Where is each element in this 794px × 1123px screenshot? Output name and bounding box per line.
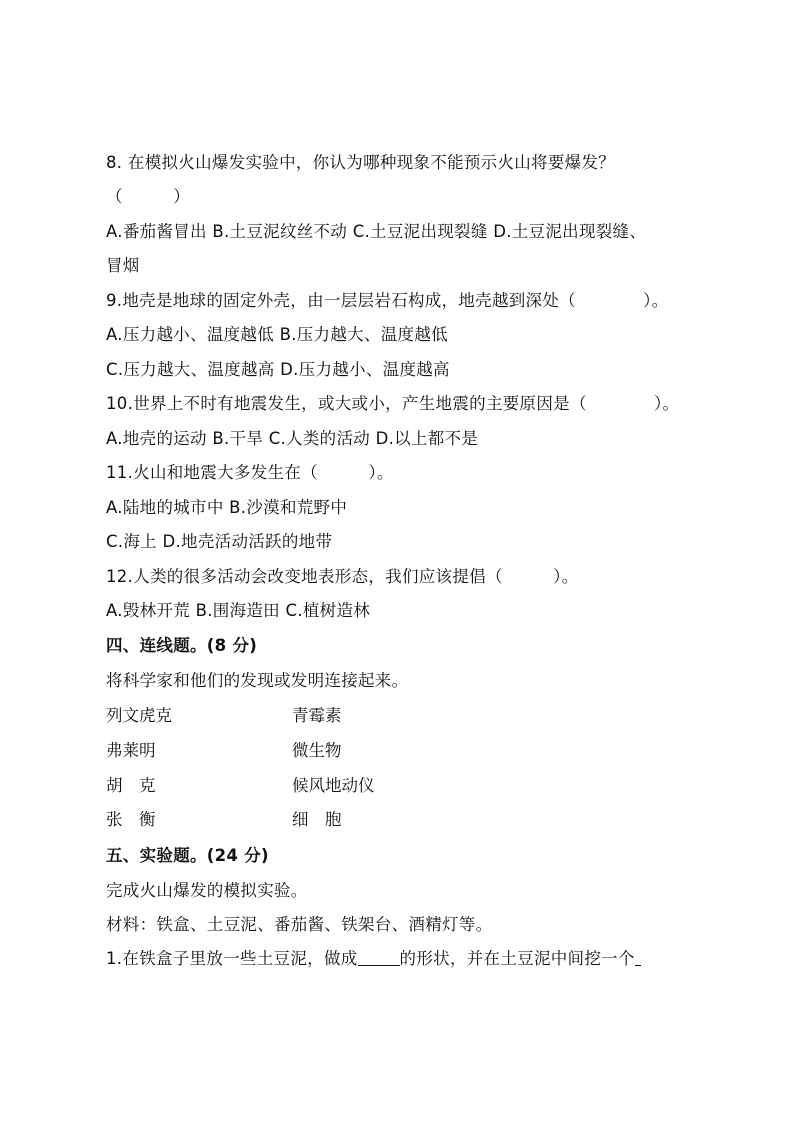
q12-stem: 12.人类的很多活动会改变地表形态，我们应该提倡（ ）。 [106,567,579,586]
match-left-item: 胡 克 [106,776,156,795]
match-right-item: 候风地动仪 [292,776,375,795]
match-left-item: 弗莱明 [106,741,156,760]
q8-stem: 8. 在模拟火山爆发实验中，你认为哪种现象不能预示火山将要爆发？ [106,153,616,172]
q9-options-line1: A.压力越小、温度越低 B.压力越大、温度越低 [106,325,448,344]
step1-text-part1: 1.在铁盒子里放一些土豆泥，做成 [106,949,358,968]
fill-blank[interactable] [635,949,641,966]
section5-materials: 材料：铁盒、土豆泥、番茄酱、铁架台、酒精灯等。 [106,915,493,934]
q9-stem: 9.地壳是地球的固定外壳，由一层层岩石构成，地壳越到深处（ ）。 [106,291,669,310]
q8-answer-paren: （ ） [106,187,190,206]
q8-options-line2: 冒烟 [106,256,140,275]
match-right-item: 青霉素 [292,706,342,725]
q11-stem: 11.火山和地震大多发生在（ ）。 [106,463,394,482]
section5-heading: 五、实验题。(24 分) [106,846,269,865]
q9-options-line2: C.压力越大、温度越高 D.压力越小、温度越高 [106,360,450,379]
q11-options-line2: C.海上 D.地壳活动活跃的地带 [106,532,333,551]
section4-heading: 四、连线题。(8 分) [106,636,258,655]
fill-blank[interactable] [358,949,400,966]
section5-step1 [106,948,641,970]
match-left-item: 张 衡 [106,810,156,829]
match-right-item: 细 胞 [292,810,342,829]
q10-stem: 10.世界上不时有地震发生，或大或小，产生地震的主要原因是（ ）。 [106,394,680,413]
q10-options-line1: A.地壳的运动 B.干旱 C.人类的活动 D.以上都不是 [106,429,479,448]
step1-text-part2: 的形状，并在土豆泥中间挖一个 [399,949,635,968]
match-right-item: 微生物 [292,741,342,760]
match-left-item: 列文虎克 [106,706,172,725]
section4-instruction: 将科学家和他们的发现或发明连接起来。 [106,671,409,690]
q11-options-line1: A.陆地的城市中 B.沙漠和荒野中 [106,498,348,517]
section5-instruction: 完成火山爆发的模拟实验。 [106,881,308,900]
q8-options-line1: A.番茄酱冒出 B.土豆泥纹丝不动 C.土豆泥出现裂缝 D.土豆泥出现裂缝、 [106,222,647,241]
q12-options-line1: A.毁林开荒 B.围海造田 C.植树造林 [106,601,371,620]
